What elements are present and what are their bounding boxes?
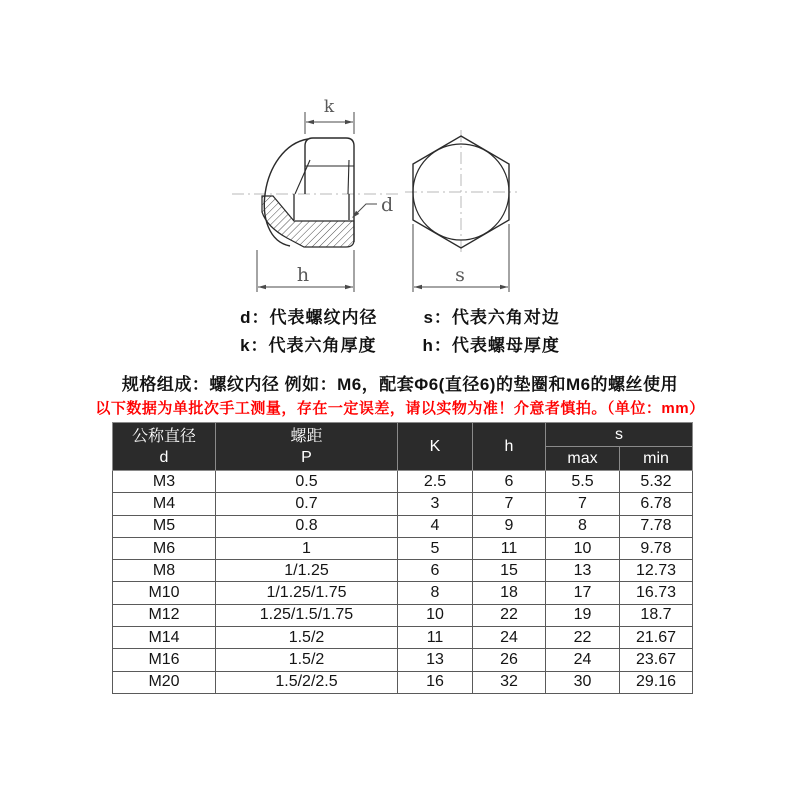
table-cell: 8 bbox=[546, 515, 620, 537]
table-cell: 32 bbox=[473, 671, 546, 693]
table-cell: 2.5 bbox=[398, 471, 473, 493]
table-cell: 0.8 bbox=[216, 515, 398, 537]
table-cell: 1/1.25/1.75 bbox=[216, 582, 398, 604]
table-cell: 13 bbox=[546, 560, 620, 582]
cap-nut-technical-drawing bbox=[225, 88, 530, 300]
table-cell: 0.5 bbox=[216, 471, 398, 493]
table-cell: 10 bbox=[546, 537, 620, 559]
table-row bbox=[113, 604, 693, 626]
table-cell: 9 bbox=[473, 515, 546, 537]
table-row bbox=[113, 537, 693, 559]
table-cell: 11 bbox=[473, 537, 546, 559]
side-section-view bbox=[232, 138, 402, 247]
table-cell: 16 bbox=[398, 671, 473, 693]
table-cell: M14 bbox=[113, 627, 216, 649]
spec-note: 规格组成：螺纹内径 例如：M6，配套Φ6(直径6)的垫圈和M6的螺丝使用 bbox=[121, 375, 679, 394]
d-label: d bbox=[381, 194, 394, 216]
table-cell: 6.78 bbox=[620, 493, 693, 515]
table-cell: 23.67 bbox=[620, 649, 693, 671]
table-row bbox=[113, 649, 693, 671]
table-cell: 10 bbox=[398, 604, 473, 626]
table-cell: 4 bbox=[398, 515, 473, 537]
header-pitch-cn: 螺距 bbox=[290, 427, 323, 445]
inner-chamfer-left bbox=[295, 160, 310, 194]
h-arrow-right bbox=[345, 285, 353, 289]
legend-line-1 bbox=[0, 303, 800, 328]
table-row bbox=[113, 671, 693, 693]
table-cell: 18.7 bbox=[620, 604, 693, 626]
k-arrow-left bbox=[306, 120, 314, 124]
table-cell: 1.5/2 bbox=[216, 649, 398, 671]
table-cell: 1.25/1.5/1.75 bbox=[216, 604, 398, 626]
table-row bbox=[113, 582, 693, 604]
legend-d: d：代表螺纹内径 bbox=[240, 308, 378, 327]
table-cell: 1/1.25 bbox=[216, 560, 398, 582]
hex-top-view bbox=[405, 130, 517, 254]
table-cell: 24 bbox=[546, 649, 620, 671]
s-arrow-left bbox=[414, 285, 422, 289]
table-cell: M10 bbox=[113, 582, 216, 604]
table-cell: 5.5 bbox=[546, 471, 620, 493]
table-cell: 6 bbox=[398, 560, 473, 582]
table-cell: 26 bbox=[473, 649, 546, 671]
table-cell: 7.78 bbox=[620, 515, 693, 537]
header-s-min: min bbox=[620, 447, 693, 471]
warning-note: 以下数据为单批次手工测量，存在一定误差，请以实物为准！介意者慎拍。（单位：mm） bbox=[95, 400, 705, 417]
table-cell: 17 bbox=[546, 582, 620, 604]
table-cell: M8 bbox=[113, 560, 216, 582]
legend-k: k：代表六角厚度 bbox=[240, 336, 377, 355]
table-row bbox=[113, 515, 693, 537]
h-arrow-left bbox=[258, 285, 266, 289]
table-cell: M12 bbox=[113, 604, 216, 626]
table-cell: 3 bbox=[398, 493, 473, 515]
table-cell: 8 bbox=[398, 582, 473, 604]
k-label: k bbox=[323, 97, 335, 117]
table-cell: M20 bbox=[113, 671, 216, 693]
header-k: K bbox=[398, 423, 473, 471]
table-cell: 22 bbox=[546, 627, 620, 649]
bore-walls bbox=[294, 194, 349, 220]
table-cell: 5 bbox=[398, 537, 473, 559]
table-row bbox=[113, 560, 693, 582]
header-pitch-symbol: P bbox=[301, 448, 312, 466]
table-cell: 15 bbox=[473, 560, 546, 582]
table-cell: 24 bbox=[473, 627, 546, 649]
table-cell: 16.73 bbox=[620, 582, 693, 604]
table-cell: 12.73 bbox=[620, 560, 693, 582]
table-cell: 1.5/2/2.5 bbox=[216, 671, 398, 693]
table-row bbox=[113, 627, 693, 649]
table-cell: 22 bbox=[473, 604, 546, 626]
table-cell: 5.32 bbox=[620, 471, 693, 493]
header-nominal-diameter-cn: 公称直径 bbox=[131, 427, 196, 445]
leader-d bbox=[352, 204, 377, 218]
s-label: s bbox=[455, 264, 465, 286]
table-cell: 7 bbox=[546, 493, 620, 515]
legend-line-2 bbox=[0, 331, 800, 356]
table-cell: 19 bbox=[546, 604, 620, 626]
spec-table bbox=[112, 422, 693, 694]
table-cell: 1 bbox=[216, 537, 398, 559]
table-cell: 30 bbox=[546, 671, 620, 693]
k-arrow-right bbox=[345, 120, 353, 124]
header-nominal-diameter-symbol: d bbox=[159, 448, 169, 466]
table-cell: 7 bbox=[473, 493, 546, 515]
inner-chamfer-right bbox=[348, 160, 349, 194]
table-cell: M16 bbox=[113, 649, 216, 671]
table-cell: M3 bbox=[113, 471, 216, 493]
header-h: h bbox=[473, 423, 546, 471]
header-s: s bbox=[546, 423, 693, 447]
h-label: h bbox=[296, 264, 310, 286]
table-cell: 6 bbox=[473, 471, 546, 493]
spec-table-header bbox=[113, 423, 693, 471]
table-row bbox=[113, 493, 693, 515]
header-nominal-diameter bbox=[113, 423, 216, 471]
table-cell: M4 bbox=[113, 493, 216, 515]
table-cell: 29.16 bbox=[620, 671, 693, 693]
table-cell: 9.78 bbox=[620, 537, 693, 559]
table-cell: 13 bbox=[398, 649, 473, 671]
table-cell: M5 bbox=[113, 515, 216, 537]
table-cell: 21.67 bbox=[620, 627, 693, 649]
s-arrow-right bbox=[500, 285, 508, 289]
table-cell: 0.7 bbox=[216, 493, 398, 515]
legend-s: s：代表六角对边 bbox=[423, 308, 560, 327]
table-cell: 18 bbox=[473, 582, 546, 604]
table-row bbox=[113, 471, 693, 493]
table-cell: M6 bbox=[113, 537, 216, 559]
spec-table-body bbox=[113, 471, 693, 694]
table-cell: 1.5/2 bbox=[216, 627, 398, 649]
table-cell: 11 bbox=[398, 627, 473, 649]
header-pitch bbox=[216, 423, 398, 471]
header-s-max: max bbox=[546, 447, 620, 471]
legend-h: h：代表螺母厚度 bbox=[422, 336, 560, 355]
